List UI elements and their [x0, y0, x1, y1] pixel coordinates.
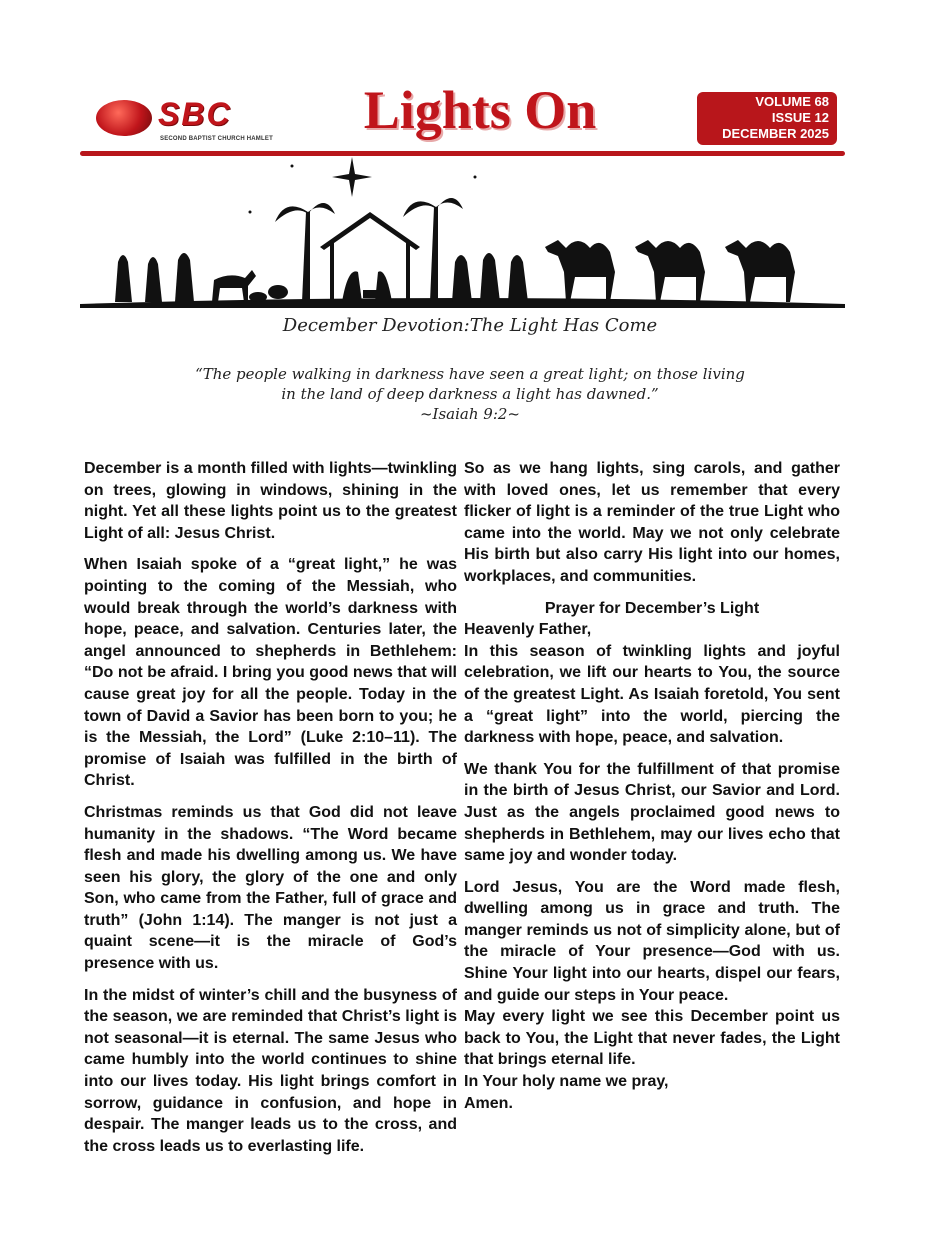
- quote-reference: ~Isaiah 9:2~: [419, 405, 520, 423]
- paragraph: In the midst of winter’s chill and the busyness of the season, we are reminded that Christ’s light is not seasonal—it is eternal. The same Jesus who came humbly into the world continues to shine into our lives today. His light brings comfort in sorrow, guidance in confusion, and hope in despair. The manger leads us to the cross, and the cross leads us to everlasting life.: [84, 986, 457, 1155]
- church-logo: [96, 96, 286, 146]
- logo-subtitle: SECOND BAPTIST CHURCH HAMLET: [160, 136, 273, 142]
- intro-paragraph: So as we hang lights, sing carols, and gather with loved ones, let us remember that every flicker of light is a reminder of the true Light who came into the world. May we not only celebrate His birth but also carry His light into our homes, workplaces, and communities.: [464, 460, 840, 585]
- newsletter-title: Lights On: [363, 80, 597, 140]
- paragraph: Christmas reminds us that God did not leave humanity in the shadows. “The Word became flesh and made his dwelling among us. We have seen his glory, the glory of the one and only Son, who came from the Father, full of grace and truth” (John 1:14). The manger is not just a quaint scene—it is the miracle of God’s presence with us.: [84, 803, 457, 973]
- logo-emblem-icon: [96, 100, 152, 136]
- quote-line-2: in the land of deep darkness a light has dawned.”: [281, 385, 659, 403]
- prayer-amen: Amen.: [464, 1094, 513, 1112]
- paragraph: When Isaiah spoke of a “great light,” he was pointing to the coming of the Messiah, who would break through the world’s darkness with hope, peace, and salvation. Centuries later, the angel announced to shepherds in Bethlehem: “Do not be afraid. I bring you good news that will cause great joy for all the people. Today in the town of David a Savior has been born to you; he is the Messiah, the Lord” (Luke 2:10–11). The promise of Isaiah was fulfilled in the birth of Christ.: [84, 556, 457, 790]
- issue: ISSUE 12: [771, 110, 829, 125]
- prayer-title: Prayer for December’s Light: [544, 599, 760, 617]
- prayer-closing: In Your holy name we pray,: [464, 1073, 669, 1091]
- logo-text: SBC: [158, 96, 232, 132]
- left-column: [84, 458, 457, 1167]
- quote-line-1: “The people walking in darkness have seen a great light; on those living: [195, 365, 745, 383]
- devotion-heading: December Devotion:The Light Has Come: [282, 315, 658, 336]
- prayer-paragraph: May every light we see this December point us back to You, the Light that never fades, the Light that brings eternal life.: [464, 1008, 840, 1069]
- paragraph: December is a month filled with lights—twinkling on trees, glowing in windows, shining in the night. Yet all these lights point us to the greatest Light of all: Jesus Christ.: [84, 460, 457, 542]
- prayer-salutation: Heavenly Father,: [464, 621, 592, 639]
- right-column: [464, 458, 840, 1114]
- issue-date: DECEMBER 2025: [722, 126, 829, 141]
- nativity-silhouette-icon: [80, 152, 845, 312]
- scripture-quote: [170, 364, 770, 424]
- prayer-paragraph: In this season of twinkling lights and joyful celebration, we lift our hearts to You, the source of the greatest Light. As Isaiah foretold, You sent a “great light” into the world, piercing the darkness with hope, peace, and salvation.: [464, 642, 840, 747]
- issue-badge: [697, 92, 837, 145]
- prayer-paragraph: Lord Jesus, You are the Word made flesh, dwelling among us in grace and truth. The manger reminds us not of simplicity alone, but of the miracle of Your presence—God with us. Shine Your light into our hearts, dispel our fears, and guide our steps in Your peace.: [464, 878, 840, 1004]
- volume: VOLUME 68: [755, 94, 829, 109]
- prayer-paragraph: We thank You for the fulfillment of that promise in the birth of Jesus Christ, our Savior and Lord. Just as the angels proclaimed good news to shepherds in Bethlehem, may our lives echo that same joy and wonder today.: [464, 760, 840, 865]
